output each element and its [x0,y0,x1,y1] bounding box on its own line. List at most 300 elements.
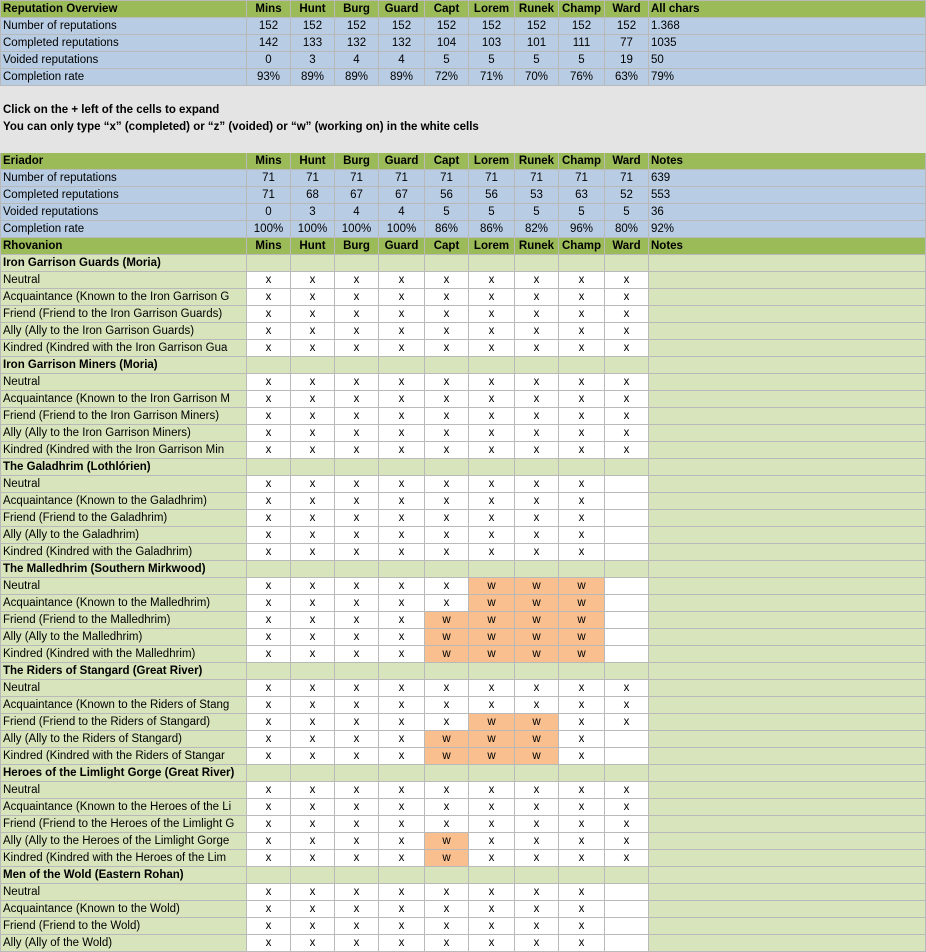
status-cell[interactable] [605,544,649,561]
status-cell[interactable]: x [379,442,425,459]
notes-cell[interactable] [649,595,926,612]
status-cell[interactable]: x [559,680,605,697]
status-cell[interactable] [605,646,649,663]
status-cell[interactable]: x [247,595,291,612]
status-cell[interactable]: x [559,527,605,544]
status-cell[interactable]: x [291,714,335,731]
status-cell[interactable]: x [335,425,379,442]
status-cell[interactable]: x [605,323,649,340]
status-cell[interactable]: x [247,901,291,918]
status-cell[interactable]: x [379,629,425,646]
status-cell[interactable]: x [291,918,335,935]
status-cell[interactable]: x [469,442,515,459]
status-cell[interactable]: x [559,306,605,323]
status-cell[interactable]: w [515,714,559,731]
status-cell[interactable]: x [559,272,605,289]
status-cell[interactable]: x [247,527,291,544]
status-cell[interactable] [605,748,649,765]
status-cell[interactable]: w [469,731,515,748]
status-cell[interactable]: x [247,799,291,816]
status-cell[interactable]: x [291,833,335,850]
notes-cell[interactable] [649,935,926,952]
notes-cell[interactable] [649,476,926,493]
status-cell[interactable]: x [425,340,469,357]
status-cell[interactable]: x [605,816,649,833]
status-cell[interactable]: x [335,850,379,867]
status-cell[interactable]: x [335,527,379,544]
status-cell[interactable]: x [247,289,291,306]
status-cell[interactable]: w [515,612,559,629]
status-cell[interactable]: x [335,884,379,901]
status-cell[interactable]: w [425,629,469,646]
status-cell[interactable]: x [469,833,515,850]
status-cell[interactable]: x [379,833,425,850]
status-cell[interactable]: x [559,935,605,952]
status-cell[interactable]: w [469,748,515,765]
notes-cell[interactable] [649,799,926,816]
status-cell[interactable]: x [515,272,559,289]
status-cell[interactable]: x [335,680,379,697]
status-cell[interactable]: x [605,408,649,425]
status-cell[interactable]: x [291,323,335,340]
status-cell[interactable]: x [379,714,425,731]
status-cell[interactable]: x [425,578,469,595]
status-cell[interactable]: x [247,340,291,357]
status-cell[interactable]: x [605,714,649,731]
status-cell[interactable]: x [379,289,425,306]
notes-cell[interactable] [649,850,926,867]
status-cell[interactable]: x [335,782,379,799]
status-cell[interactable]: x [469,816,515,833]
status-cell[interactable]: x [515,527,559,544]
status-cell[interactable]: w [559,629,605,646]
status-cell[interactable]: x [425,544,469,561]
status-cell[interactable]: x [335,578,379,595]
status-cell[interactable]: x [247,544,291,561]
notes-cell[interactable] [649,493,926,510]
status-cell[interactable]: x [335,646,379,663]
status-cell[interactable]: x [425,595,469,612]
status-cell[interactable]: x [605,272,649,289]
status-cell[interactable]: x [469,272,515,289]
status-cell[interactable]: x [291,816,335,833]
status-cell[interactable]: x [559,323,605,340]
notes-cell[interactable] [649,646,926,663]
status-cell[interactable]: x [559,714,605,731]
status-cell[interactable]: x [469,544,515,561]
status-cell[interactable]: x [291,391,335,408]
status-cell[interactable] [605,884,649,901]
status-cell[interactable]: x [335,374,379,391]
status-cell[interactable]: x [291,884,335,901]
status-cell[interactable]: x [335,833,379,850]
notes-cell[interactable] [649,816,926,833]
notes-cell[interactable] [649,323,926,340]
status-cell[interactable]: x [379,510,425,527]
notes-cell[interactable] [649,918,926,935]
status-cell[interactable]: x [291,493,335,510]
status-cell[interactable]: x [425,442,469,459]
notes-cell[interactable] [649,544,926,561]
status-cell[interactable]: x [335,748,379,765]
status-cell[interactable]: w [425,646,469,663]
status-cell[interactable]: x [469,493,515,510]
status-cell[interactable]: x [335,289,379,306]
status-cell[interactable]: x [247,918,291,935]
status-cell[interactable]: w [469,612,515,629]
status-cell[interactable]: x [379,731,425,748]
status-cell[interactable]: w [425,748,469,765]
status-cell[interactable]: x [425,799,469,816]
status-cell[interactable]: x [515,323,559,340]
status-cell[interactable]: x [559,731,605,748]
status-cell[interactable]: x [605,340,649,357]
status-cell[interactable]: x [425,918,469,935]
status-cell[interactable]: x [291,731,335,748]
status-cell[interactable]: x [247,510,291,527]
status-cell[interactable]: x [379,306,425,323]
status-cell[interactable]: x [247,935,291,952]
status-cell[interactable]: w [515,595,559,612]
status-cell[interactable] [605,612,649,629]
status-cell[interactable]: x [291,850,335,867]
status-cell[interactable]: x [335,595,379,612]
status-cell[interactable]: w [469,714,515,731]
status-cell[interactable]: x [425,408,469,425]
status-cell[interactable]: x [291,680,335,697]
status-cell[interactable]: x [515,374,559,391]
status-cell[interactable]: x [425,510,469,527]
status-cell[interactable]: x [291,340,335,357]
notes-cell[interactable] [649,629,926,646]
status-cell[interactable]: x [425,323,469,340]
status-cell[interactable]: w [469,595,515,612]
status-cell[interactable]: x [335,697,379,714]
status-cell[interactable]: w [559,612,605,629]
status-cell[interactable]: x [425,272,469,289]
status-cell[interactable]: w [469,629,515,646]
status-cell[interactable]: x [605,306,649,323]
status-cell[interactable]: x [515,782,559,799]
status-cell[interactable]: x [515,884,559,901]
notes-cell[interactable] [649,901,926,918]
status-cell[interactable]: x [247,782,291,799]
status-cell[interactable]: x [425,884,469,901]
notes-cell[interactable] [649,782,926,799]
status-cell[interactable]: x [291,476,335,493]
status-cell[interactable]: x [605,442,649,459]
status-cell[interactable]: x [379,816,425,833]
status-cell[interactable]: x [335,493,379,510]
status-cell[interactable]: w [559,578,605,595]
notes-cell[interactable] [649,697,926,714]
status-cell[interactable]: x [425,935,469,952]
status-cell[interactable]: x [559,901,605,918]
status-cell[interactable]: x [469,408,515,425]
notes-cell[interactable] [649,289,926,306]
status-cell[interactable]: x [335,306,379,323]
status-cell[interactable]: x [515,544,559,561]
status-cell[interactable]: x [425,476,469,493]
status-cell[interactable]: x [469,374,515,391]
status-cell[interactable]: x [379,595,425,612]
status-cell[interactable]: x [335,799,379,816]
status-cell[interactable]: x [425,425,469,442]
notes-cell[interactable] [649,884,926,901]
status-cell[interactable]: x [335,408,379,425]
status-cell[interactable]: x [335,816,379,833]
status-cell[interactable] [605,918,649,935]
status-cell[interactable]: x [379,272,425,289]
status-cell[interactable]: x [335,901,379,918]
status-cell[interactable]: x [559,476,605,493]
status-cell[interactable]: x [379,884,425,901]
status-cell[interactable]: x [605,425,649,442]
status-cell[interactable]: x [291,595,335,612]
status-cell[interactable]: x [515,408,559,425]
status-cell[interactable]: x [605,697,649,714]
status-cell[interactable]: x [291,578,335,595]
status-cell[interactable]: x [379,476,425,493]
status-cell[interactable]: x [291,289,335,306]
notes-cell[interactable] [649,680,926,697]
status-cell[interactable]: x [425,374,469,391]
notes-cell[interactable] [649,731,926,748]
status-cell[interactable]: w [425,612,469,629]
notes-cell[interactable] [649,578,926,595]
status-cell[interactable]: x [247,493,291,510]
status-cell[interactable]: x [335,476,379,493]
status-cell[interactable]: x [605,680,649,697]
status-cell[interactable]: x [605,782,649,799]
status-cell[interactable]: x [605,850,649,867]
status-cell[interactable]: x [247,816,291,833]
status-cell[interactable]: x [291,629,335,646]
status-cell[interactable] [605,476,649,493]
status-cell[interactable]: x [247,833,291,850]
status-cell[interactable]: x [425,306,469,323]
status-cell[interactable]: x [379,850,425,867]
status-cell[interactable]: x [559,374,605,391]
notes-cell[interactable] [649,374,926,391]
status-cell[interactable]: x [291,374,335,391]
status-cell[interactable]: x [247,612,291,629]
status-cell[interactable]: x [559,782,605,799]
status-cell[interactable]: x [515,442,559,459]
status-cell[interactable]: x [469,935,515,952]
status-cell[interactable]: w [515,748,559,765]
notes-cell[interactable] [649,527,926,544]
status-cell[interactable]: x [559,833,605,850]
status-cell[interactable]: x [247,391,291,408]
status-cell[interactable]: x [335,612,379,629]
status-cell[interactable]: x [379,612,425,629]
notes-cell[interactable] [649,425,926,442]
status-cell[interactable] [605,935,649,952]
status-cell[interactable]: w [515,629,559,646]
status-cell[interactable]: x [379,578,425,595]
status-cell[interactable]: x [559,884,605,901]
status-cell[interactable]: x [515,918,559,935]
status-cell[interactable]: x [515,833,559,850]
status-cell[interactable]: x [559,408,605,425]
status-cell[interactable]: x [605,289,649,306]
status-cell[interactable]: w [469,578,515,595]
status-cell[interactable]: x [425,697,469,714]
status-cell[interactable]: x [291,901,335,918]
status-cell[interactable]: x [291,527,335,544]
status-cell[interactable]: x [291,442,335,459]
status-cell[interactable] [605,731,649,748]
status-cell[interactable]: x [559,391,605,408]
status-cell[interactable]: x [335,340,379,357]
status-cell[interactable] [605,493,649,510]
status-cell[interactable]: x [605,833,649,850]
status-cell[interactable]: x [425,782,469,799]
status-cell[interactable]: x [247,646,291,663]
status-cell[interactable]: x [291,306,335,323]
status-cell[interactable]: x [515,680,559,697]
status-cell[interactable]: x [425,493,469,510]
status-cell[interactable]: x [469,306,515,323]
status-cell[interactable]: x [515,816,559,833]
status-cell[interactable]: x [247,476,291,493]
notes-cell[interactable] [649,748,926,765]
status-cell[interactable]: x [469,799,515,816]
status-cell[interactable]: x [469,680,515,697]
status-cell[interactable] [605,595,649,612]
status-cell[interactable]: x [425,680,469,697]
notes-cell[interactable] [649,306,926,323]
status-cell[interactable]: x [335,391,379,408]
status-cell[interactable]: x [469,391,515,408]
notes-cell[interactable] [649,612,926,629]
status-cell[interactable]: x [247,629,291,646]
status-cell[interactable]: x [379,918,425,935]
status-cell[interactable]: x [335,918,379,935]
status-cell[interactable]: x [425,527,469,544]
status-cell[interactable]: x [379,408,425,425]
notes-cell[interactable] [649,833,926,850]
notes-cell[interactable] [649,391,926,408]
status-cell[interactable]: x [515,391,559,408]
status-cell[interactable]: x [515,850,559,867]
status-cell[interactable]: x [379,527,425,544]
status-cell[interactable]: x [247,442,291,459]
status-cell[interactable]: x [379,901,425,918]
status-cell[interactable]: x [605,391,649,408]
status-cell[interactable]: x [291,272,335,289]
status-cell[interactable]: x [247,306,291,323]
notes-cell[interactable] [649,714,926,731]
status-cell[interactable]: x [559,850,605,867]
status-cell[interactable]: x [335,714,379,731]
status-cell[interactable]: x [559,918,605,935]
status-cell[interactable]: x [291,510,335,527]
status-cell[interactable]: x [559,340,605,357]
status-cell[interactable]: x [559,493,605,510]
status-cell[interactable]: x [291,935,335,952]
status-cell[interactable]: x [515,289,559,306]
status-cell[interactable]: x [247,884,291,901]
status-cell[interactable]: x [469,884,515,901]
status-cell[interactable]: x [291,646,335,663]
status-cell[interactable]: x [379,748,425,765]
status-cell[interactable]: w [425,731,469,748]
status-cell[interactable]: x [335,629,379,646]
status-cell[interactable]: x [469,425,515,442]
notes-cell[interactable] [649,272,926,289]
status-cell[interactable]: x [515,935,559,952]
status-cell[interactable]: x [379,323,425,340]
status-cell[interactable]: x [425,901,469,918]
status-cell[interactable]: x [335,323,379,340]
status-cell[interactable]: x [469,850,515,867]
status-cell[interactable]: x [515,510,559,527]
status-cell[interactable]: x [469,918,515,935]
status-cell[interactable]: x [469,323,515,340]
status-cell[interactable]: x [515,697,559,714]
status-cell[interactable]: x [515,901,559,918]
status-cell[interactable]: x [559,442,605,459]
status-cell[interactable]: x [379,391,425,408]
status-cell[interactable]: x [425,289,469,306]
status-cell[interactable]: w [559,646,605,663]
status-cell[interactable] [605,901,649,918]
status-cell[interactable]: w [559,595,605,612]
status-cell[interactable]: x [335,442,379,459]
status-cell[interactable]: x [247,850,291,867]
status-cell[interactable]: x [515,799,559,816]
status-cell[interactable] [605,527,649,544]
status-cell[interactable]: x [247,748,291,765]
status-cell[interactable] [605,578,649,595]
status-cell[interactable]: x [379,782,425,799]
status-cell[interactable]: x [291,612,335,629]
status-cell[interactable]: x [469,782,515,799]
status-cell[interactable] [605,510,649,527]
status-cell[interactable]: x [379,697,425,714]
status-cell[interactable]: x [515,493,559,510]
status-cell[interactable]: x [247,323,291,340]
status-cell[interactable]: x [247,680,291,697]
notes-cell[interactable] [649,408,926,425]
status-cell[interactable]: x [247,272,291,289]
status-cell[interactable]: x [559,425,605,442]
status-cell[interactable]: x [247,697,291,714]
status-cell[interactable]: x [291,425,335,442]
status-cell[interactable]: x [425,391,469,408]
status-cell[interactable]: x [379,680,425,697]
status-cell[interactable]: x [469,510,515,527]
status-cell[interactable]: x [425,714,469,731]
status-cell[interactable]: x [515,340,559,357]
status-cell[interactable]: x [515,306,559,323]
status-cell[interactable]: x [247,425,291,442]
status-cell[interactable]: x [605,799,649,816]
status-cell[interactable]: w [425,850,469,867]
status-cell[interactable]: w [469,646,515,663]
status-cell[interactable]: x [335,935,379,952]
status-cell[interactable]: w [515,731,559,748]
status-cell[interactable]: x [559,816,605,833]
status-cell[interactable] [605,629,649,646]
status-cell[interactable]: x [335,272,379,289]
status-cell[interactable]: x [469,476,515,493]
status-cell[interactable]: x [291,748,335,765]
status-cell[interactable]: x [379,425,425,442]
status-cell[interactable]: x [559,544,605,561]
